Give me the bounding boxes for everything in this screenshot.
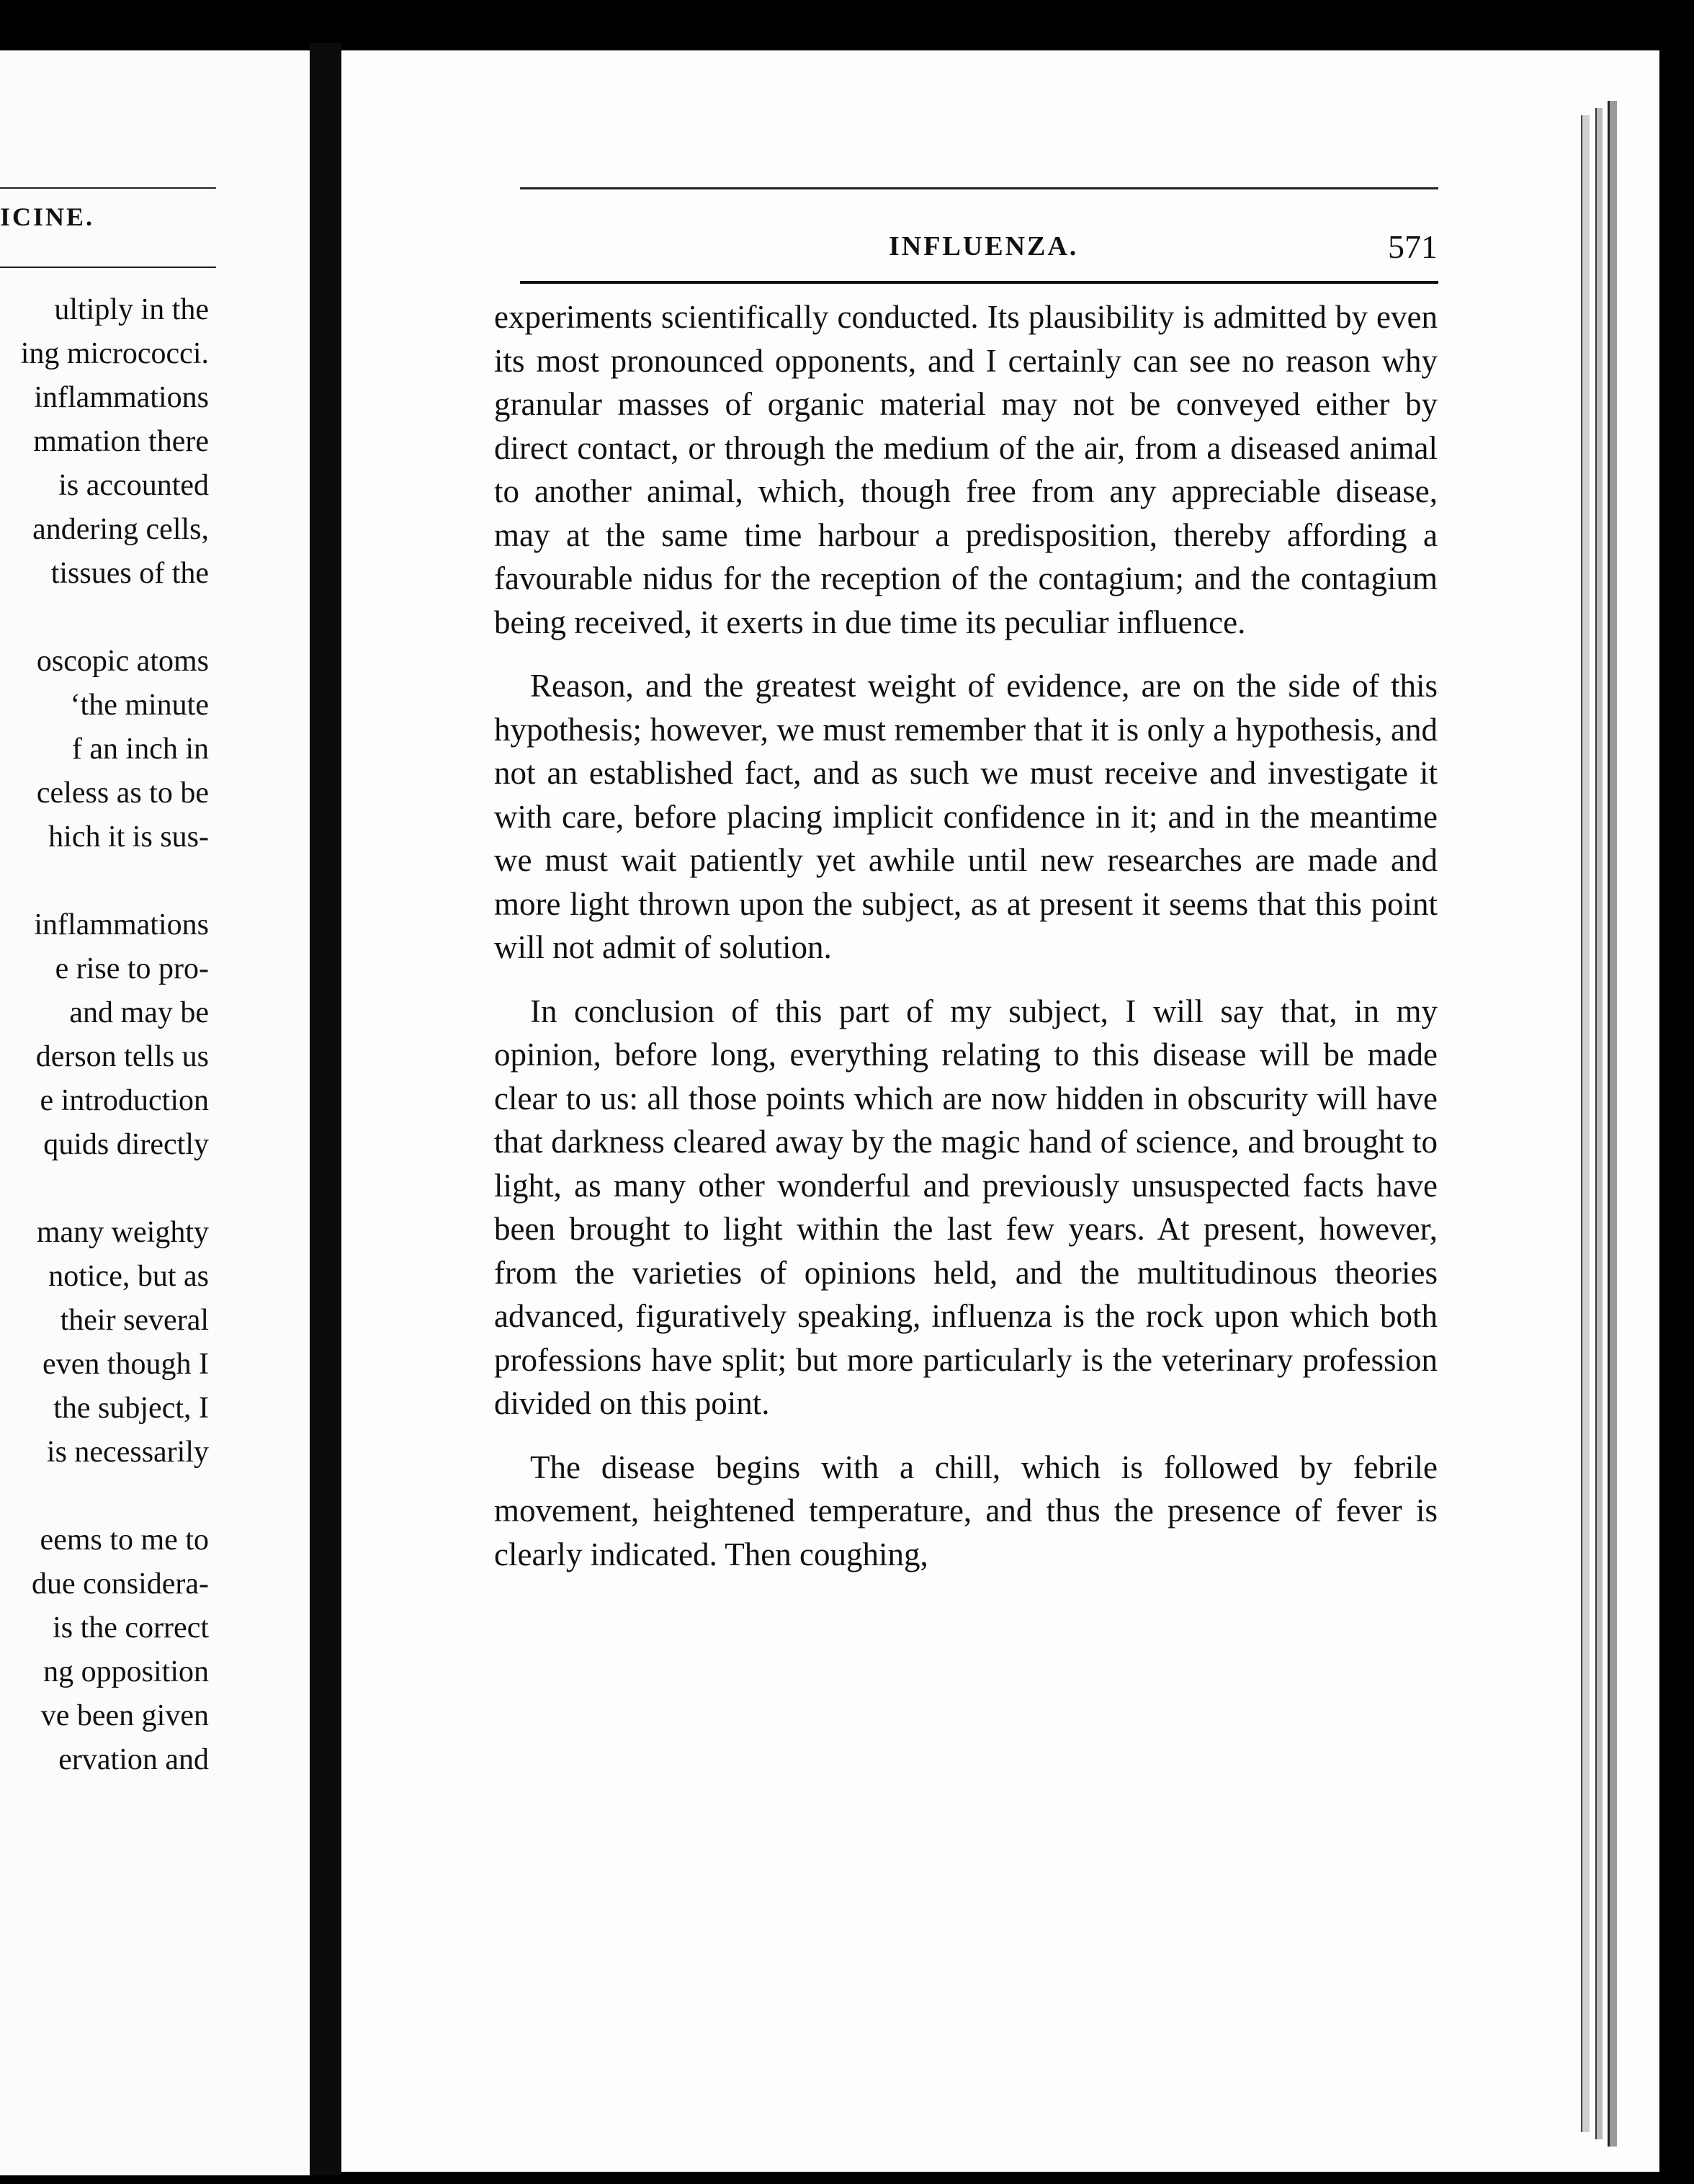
left-text-line: ing micrococci. — [20, 337, 209, 370]
left-text-line: ultiply in the — [54, 293, 209, 326]
left-text-line: hich it is sus- — [48, 820, 209, 854]
left-running-head: ICINE. — [0, 202, 95, 231]
left-header-rule-bottom — [0, 267, 216, 268]
left-text-line: f an inch in — [71, 733, 209, 766]
left-text-line: e rise to pro- — [55, 952, 209, 985]
page-edge — [1595, 108, 1603, 2139]
left-text-line: notice, but as — [48, 1260, 209, 1293]
header-rule-bottom — [520, 281, 1438, 284]
book-gutter — [310, 43, 341, 2175]
left-text-line: ng opposition — [43, 1655, 209, 1688]
left-text-line: oscopic atoms — [36, 645, 209, 678]
left-text-line: their several — [60, 1304, 209, 1337]
left-text-line: is accounted — [58, 469, 209, 502]
left-text-line: eems to me to — [40, 1523, 209, 1557]
left-paragraph-gap — [21, 596, 209, 640]
left-facing-page — [0, 50, 310, 2175]
left-text-line: even though I — [42, 1348, 209, 1381]
left-text-line: derson tells us — [35, 1040, 209, 1073]
left-text-line: mmation there — [33, 425, 209, 458]
left-text-line: andering cells, — [32, 513, 209, 546]
left-text-line: inflammations — [34, 908, 209, 941]
left-header-rule-top — [0, 187, 216, 189]
paragraph: The disease begins with a chill, which is followed by febrile movement, heightened temperature, and thus the presence of fever is clearly indicated. Then coughing, — [494, 1449, 1438, 1572]
running-title: INFLUENZA. — [889, 231, 1079, 261]
page-number: 571 — [1388, 228, 1438, 265]
left-paragraph-gap — [21, 859, 209, 903]
page-edge — [1608, 101, 1617, 2147]
header-rule-top — [520, 187, 1438, 189]
paragraph: Reason, and the greatest weight of evidence, are on the side of this hypothesis; however, we must remember that it is only a hypothesis, and not an established fact, and as such we must receive and investigate it with care, before placing implicit confidence in it; and in the meantime we must wait patiently yet awhile until new researches are made and more light thrown upon the subject, as at present it seems that this point will not admit of solution. — [494, 668, 1438, 965]
body-text — [494, 295, 1438, 1576]
left-page-text — [21, 288, 209, 1782]
left-text-line: e introduction — [40, 1084, 209, 1117]
left-text-line: ve been given — [40, 1699, 209, 1732]
left-text-line: celess as to be — [36, 777, 209, 810]
running-head — [494, 228, 1438, 274]
left-paragraph-gap — [21, 1167, 209, 1211]
left-text-line: is the correct — [53, 1611, 209, 1644]
paragraph: In conclusion of this part of my subject, I will say that, in my opinion, before long, everything relating to this disease will be made clear to us: all those points which are now hidden in obscurity will have that darkness cleared away by the magic hand of science, and brought to light, as many other wonderful and previously unsuspected facts have been brought to light within the last few years. At present, however, from the varieties of opinions held, and the multitudinous theories advanced, figuratively speaking, influenza is the rock upon which both professions have split; but more particularly is the veterinary profession divided on this point. — [494, 993, 1438, 1421]
left-text-line: many weighty — [36, 1216, 209, 1249]
left-text-line: tissues of the — [50, 557, 209, 590]
left-text-line: inflammations — [34, 381, 209, 414]
left-text-line: quids directly — [43, 1128, 209, 1161]
left-text-line: and may be — [69, 996, 209, 1029]
left-paragraph-gap — [21, 1474, 209, 1518]
left-text-line: ‘the minute — [70, 689, 209, 722]
left-text-line: the subject, I — [53, 1392, 209, 1425]
left-text-line: ervation and — [58, 1743, 209, 1776]
left-text-line: due considera- — [31, 1567, 209, 1601]
paragraph: experiments scientifically conducted. Its plausibility is admitted by even its most pronounced opponents, and I certainly can see no reason why granular masses of organic material may not be conveyed either by direct contact, or through the medium of the air, from a diseased animal to another animal, which, though free from any appreciable disease, may at the same time harbour a predisposition, thereby affording a favourable nidus for the reception of the contagium; and the contagium being received, it exerts in due time its peculiar influence. — [494, 299, 1438, 640]
left-text-line: is necessarily — [46, 1436, 209, 1469]
page-edge — [1581, 115, 1590, 2132]
